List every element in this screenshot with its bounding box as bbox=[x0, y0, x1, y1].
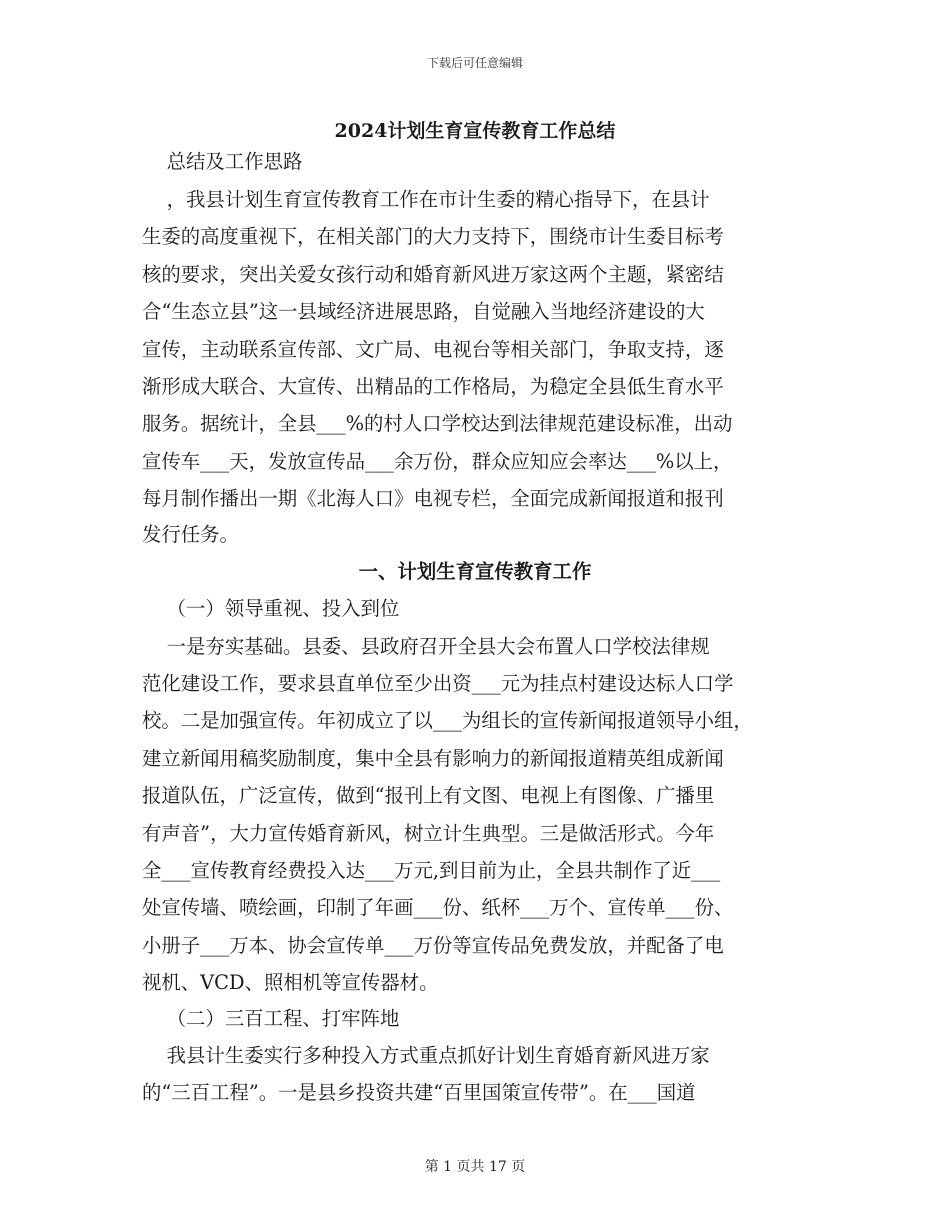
section-heading: 一、计划生育宣传教育工作 bbox=[358, 560, 592, 583]
body-line: 视机、VCD、照相机等宣传器材。 bbox=[142, 971, 439, 994]
body-line: 总结及工作思路 bbox=[142, 150, 303, 173]
header-note: 下载后可任意编辑 bbox=[426, 56, 523, 70]
document-title: 2024计划生育宣传教育工作总结 bbox=[334, 120, 616, 142]
body-line: 宣传车___天，发放宣传品___余万份，群众应知应会率达___%以上， bbox=[142, 450, 733, 473]
body-line: 范化建设工作，要求县直单位至少出资___元为挂点村建设达标人口学 bbox=[142, 672, 734, 695]
body-line: 核的要求，突出关爱女孩行动和婚育新风进万家这两个主题，紧密结 bbox=[142, 263, 724, 286]
body-line: 发行任务。 bbox=[142, 523, 239, 546]
body-line: 校。二是加强宣传。年初成立了以___为组长的宣传新闻报道领导小组， bbox=[142, 709, 753, 732]
body-line: 服务。据统计，全县___%的村人口学校达到法律规范建设标准，出动 bbox=[142, 412, 733, 435]
body-line: 渐形成大联合、大宣传、出精品的工作格局，为稳定全县低生育水平 bbox=[142, 375, 724, 398]
body-line: ，我县计划生育宣传教育工作在市计生委的精心指导下，在县计 bbox=[142, 188, 710, 211]
body-line: 生委的高度重视下，在相关部门的大力支持下，围绕市计生委目标考 bbox=[142, 225, 724, 248]
body-line: （二）三百工程、打牢阵地 bbox=[142, 1007, 400, 1030]
body-line: 处宣传墙、喷绘画，印制了年画___份、纸杯___万个、宣传单___份、 bbox=[142, 896, 734, 919]
body-line: 宣传，主动联系宣传部、文广局、电视台等相关部门，争取支持，逐 bbox=[142, 338, 724, 361]
page-footer: 第 1 页共 17 页 bbox=[424, 1159, 526, 1175]
body-line: 的“三百工程”。一是县乡投资共建“百里国策宣传带”。在___国道 bbox=[142, 1081, 696, 1104]
body-line: （一）领导重视、投入到位 bbox=[142, 597, 400, 620]
body-line: 建立新闻用稿奖励制度，集中全县有影响力的新闻报道精英组成新闻 bbox=[142, 747, 724, 770]
body-line: 全___宣传教育经费投入达___万元,到目前为止，全县共制作了近___ bbox=[142, 859, 721, 882]
body-line: 一是夯实基础。县委、县政府召开全县大会布置人口学校法律规 bbox=[142, 635, 710, 658]
body-line: 每月制作播出一期《北海人口》电视专栏，全面完成新闻报道和报刊 bbox=[142, 487, 724, 510]
body-line: 我县计生委实行多种投入方式重点抓好计划生育婚育新风进万家 bbox=[142, 1044, 710, 1067]
body-line: 合“生态立县”这一县域经济进展思路，自觉融入当地经济建设的大 bbox=[142, 300, 705, 323]
body-line: 小册子___万本、协会宣传单___万份等宣传品免费发放，并配备了电 bbox=[142, 934, 724, 957]
body-line: 报道队伍，广泛宣传，做到“报刊上有文图、电视上有图像、广播里 bbox=[142, 784, 715, 807]
body-line: 有声音”，大力宣传婚育新风，树立计生典型。三是做活形式。今年 bbox=[142, 822, 715, 845]
